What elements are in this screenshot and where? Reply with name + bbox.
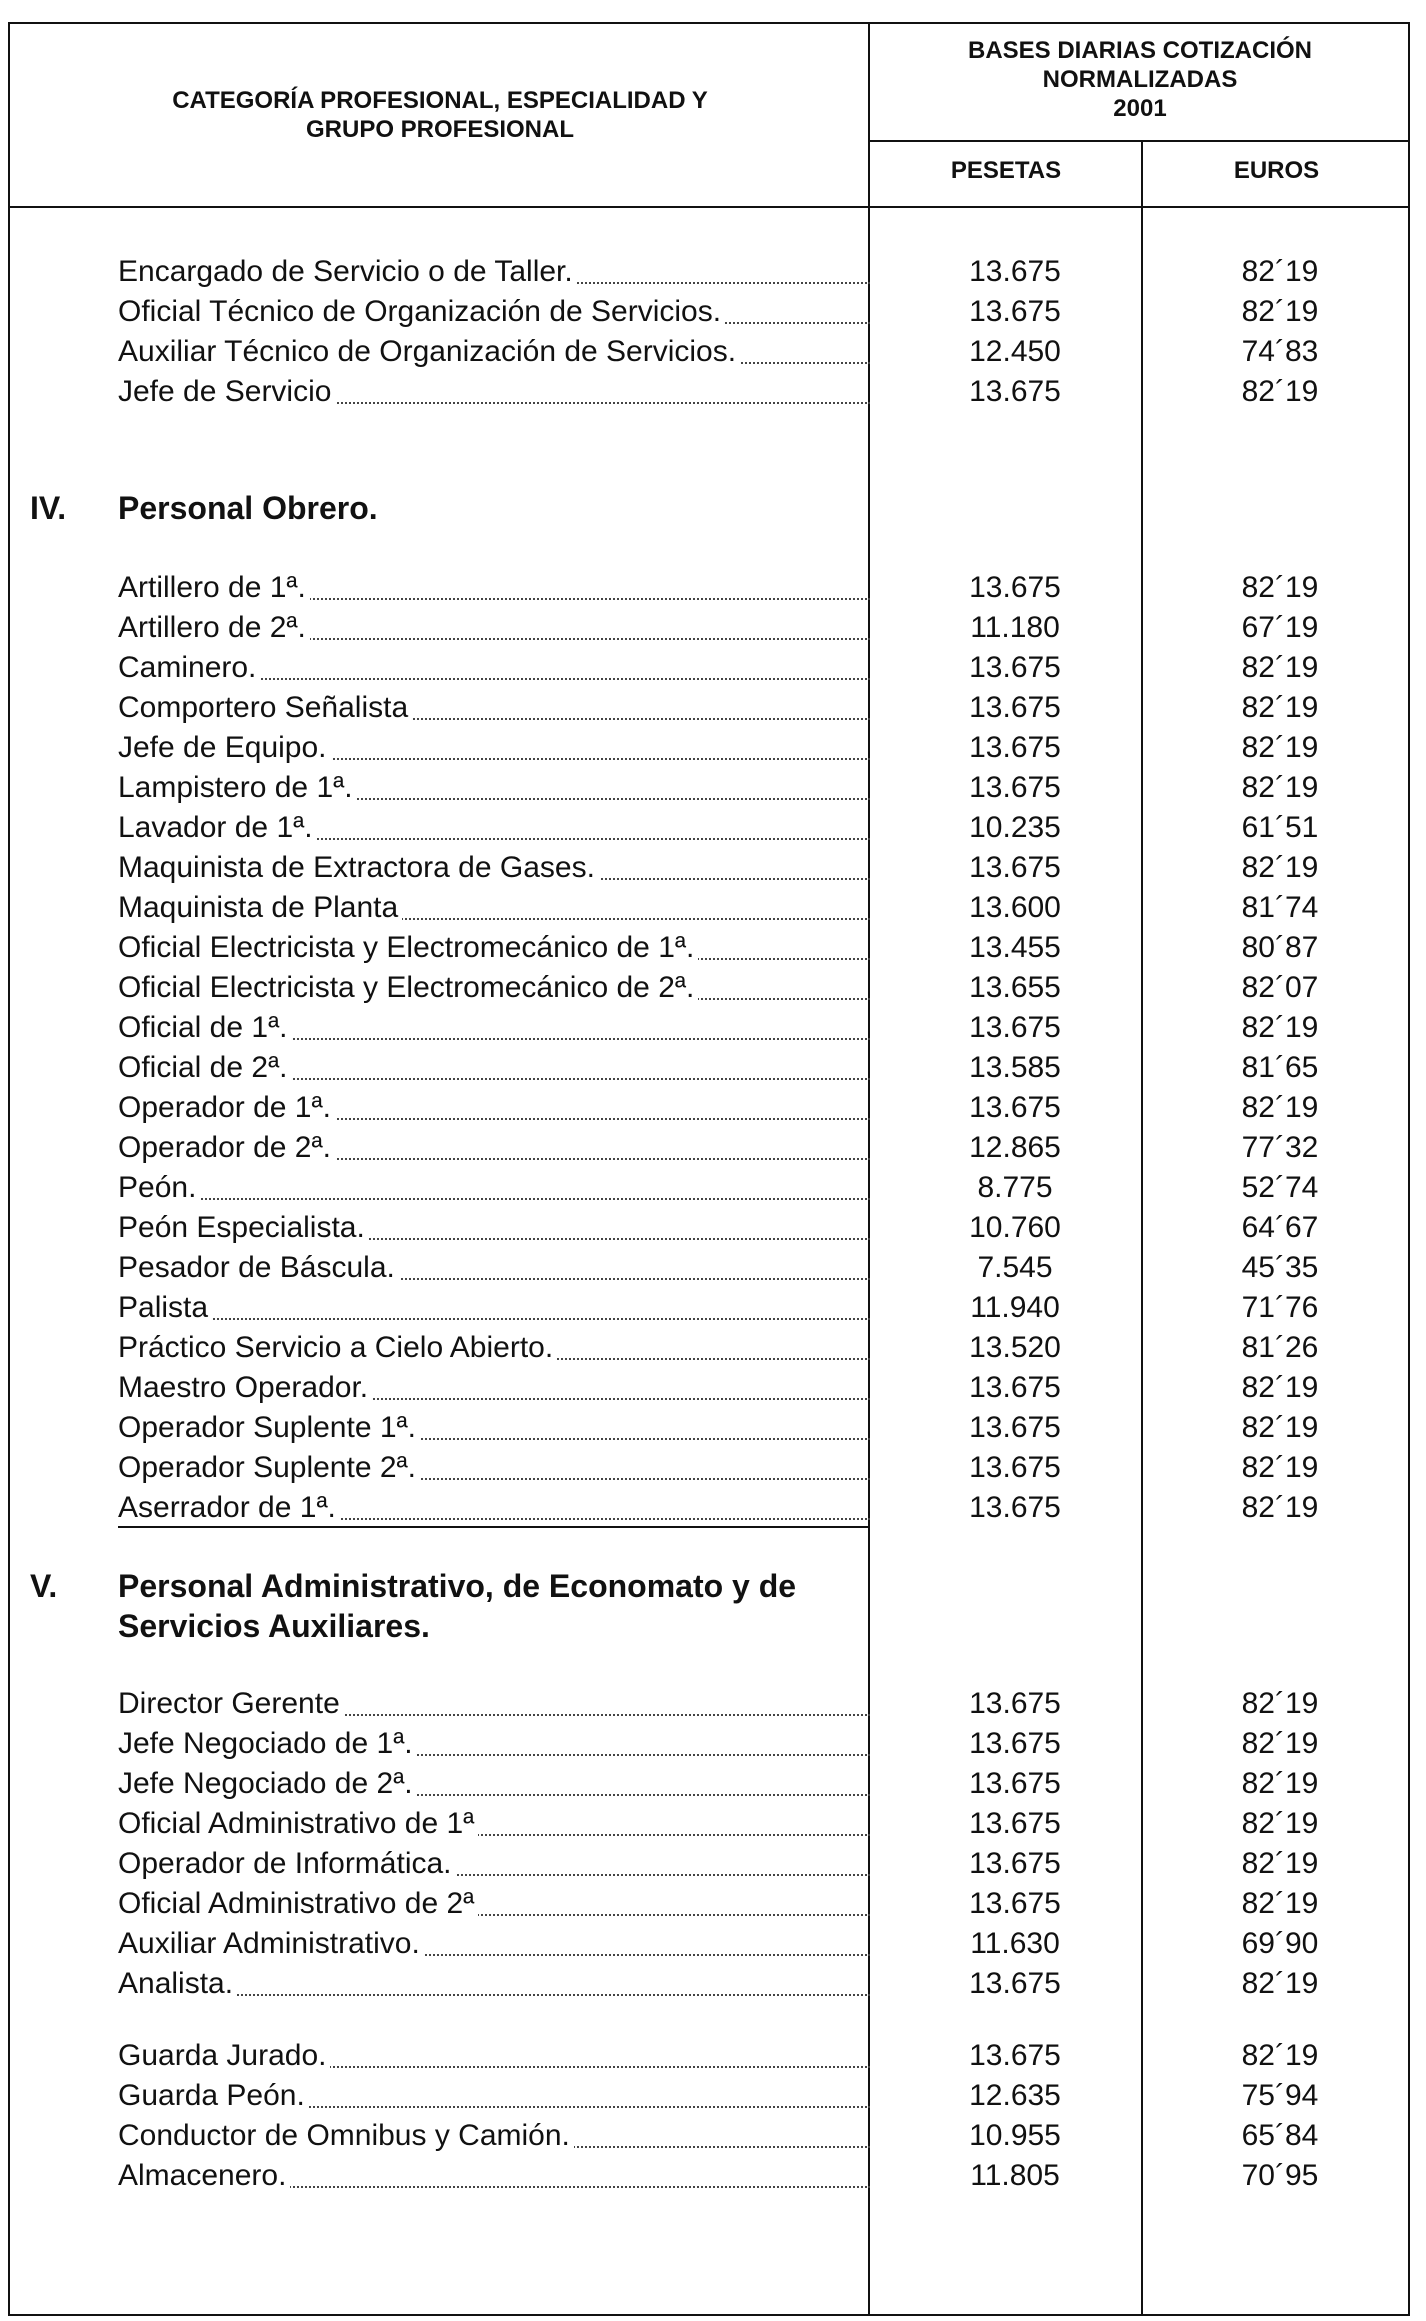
- table-row: [0, 2156, 1426, 2196]
- leader-dots: [118, 1318, 870, 1320]
- table-row: [0, 848, 1426, 888]
- table-row: [0, 1368, 1426, 1408]
- row-label: [118, 1724, 870, 1764]
- row-label-text: Palista: [118, 1291, 212, 1324]
- row-label: [118, 2076, 870, 2116]
- table-row: [0, 1964, 1426, 2004]
- section-iv-number: IV.: [30, 490, 67, 526]
- row-label-text: Analista.: [118, 1967, 237, 2000]
- row-pesetas: 11.630: [970, 1927, 1060, 1960]
- row-pesetas: 13.675: [969, 1847, 1061, 1880]
- row-label-text: Maquinista de Planta: [118, 891, 402, 924]
- row-label-text: Peón.: [118, 1171, 200, 1204]
- row-label: [118, 1804, 870, 1844]
- row-pesetas: 13.675: [969, 1411, 1061, 1444]
- row-euros: 82´19: [1241, 1727, 1319, 1760]
- row-euros: 82´19: [1241, 1371, 1319, 1404]
- row-pesetas: 13.675: [969, 1767, 1061, 1800]
- row-pesetas: 12.635: [969, 2079, 1061, 2112]
- row-pesetas: 10.955: [969, 2119, 1061, 2152]
- row-euros: 64´67: [1241, 1211, 1319, 1244]
- table-row: [0, 888, 1426, 928]
- row-label-text: Artillero de 2ª.: [118, 611, 310, 644]
- row-pesetas: 13.675: [969, 1687, 1061, 1720]
- table-row: [0, 928, 1426, 968]
- leader-dots: [118, 1198, 870, 1200]
- row-euros: 82´19: [1241, 375, 1319, 408]
- header-bases: [870, 36, 1410, 123]
- table-row: [0, 372, 1426, 412]
- row-euros: 82´19: [1241, 295, 1319, 328]
- row-label: [118, 372, 870, 412]
- row-label-text: Jefe Negociado de 1ª.: [118, 1727, 417, 1760]
- row-euros: 82´19: [1241, 1887, 1319, 1920]
- row-pesetas: 11.940: [970, 1291, 1060, 1324]
- row-label: [118, 1088, 870, 1128]
- row-pesetas: 13.675: [969, 691, 1061, 724]
- table-row: [0, 332, 1426, 372]
- table-row: [0, 1884, 1426, 1924]
- row-label: [118, 1488, 870, 1528]
- row-label: [118, 888, 870, 928]
- row-label: [118, 1288, 870, 1328]
- row-euros: 82´19: [1241, 691, 1319, 724]
- row-euros: 82´19: [1241, 1847, 1319, 1880]
- header-bases-line1: BASES DIARIAS COTIZACIÓN: [967, 37, 1312, 64]
- section-v-title-line2: Servicios Auxiliares.: [118, 1608, 430, 1644]
- table-row: [0, 1684, 1426, 1724]
- table-row: [0, 1088, 1426, 1128]
- row-label-text: Lavador de 1ª.: [118, 811, 317, 844]
- section-v-number: V.: [30, 1568, 58, 1604]
- row-pesetas: 13.675: [969, 255, 1061, 288]
- row-euros: 82´19: [1241, 1091, 1319, 1124]
- header-category: [60, 86, 820, 144]
- header-subdivider: [868, 140, 1410, 142]
- row-pesetas: 8.775: [977, 1171, 1053, 1204]
- table-row: [0, 768, 1426, 808]
- row-euros: 81´26: [1241, 1331, 1319, 1364]
- table-row: [0, 1248, 1426, 1288]
- row-pesetas: 11.180: [970, 611, 1060, 644]
- row-pesetas: 13.455: [969, 931, 1061, 964]
- row-pesetas: 13.675: [969, 1451, 1061, 1484]
- table-row: [0, 1328, 1426, 1368]
- row-label-text: Operador de Informática.: [118, 1847, 456, 1880]
- row-pesetas: 13.675: [969, 571, 1061, 604]
- row-label: [118, 1448, 870, 1488]
- row-label-text: Oficial de 2ª.: [118, 1051, 292, 1084]
- table-row: [0, 252, 1426, 292]
- row-label-text: Oficial de 1ª.: [118, 1011, 292, 1044]
- row-label: [118, 928, 870, 968]
- table-row: [0, 1048, 1426, 1088]
- row-label: [118, 1168, 870, 1208]
- row-label: [118, 608, 870, 648]
- row-euros: 82´19: [1241, 1491, 1319, 1524]
- row-label-text: Jefe Negociado de 2ª.: [118, 1767, 417, 1800]
- row-label-text: Peón Especialista.: [118, 1211, 369, 1244]
- section-v-title-line1: Personal Administrativo, de Economato y de: [118, 1568, 797, 1604]
- row-label: [118, 1684, 870, 1724]
- row-label: [118, 1844, 870, 1884]
- row-label-text: Práctico Servicio a Cielo Abierto.: [118, 1331, 557, 1364]
- row-pesetas: 13.675: [969, 1967, 1061, 2000]
- row-label: [118, 688, 870, 728]
- row-label: [118, 1368, 870, 1408]
- header-bases-line3: 2001: [1113, 95, 1167, 122]
- row-label-text: Operador de 2ª.: [118, 1131, 335, 1164]
- row-label-text: Oficial Electricista y Electromecánico de 2ª.: [118, 971, 698, 1004]
- table-row: [0, 1208, 1426, 1248]
- row-label: [118, 1008, 870, 1048]
- row-pesetas: 13.675: [969, 1727, 1061, 1760]
- row-euros: 82´19: [1241, 1687, 1319, 1720]
- row-label-text: Operador Suplente 2ª.: [118, 1451, 420, 1484]
- row-euros: 82´19: [1241, 2039, 1319, 2072]
- row-label: [118, 1208, 870, 1248]
- table-row: [0, 1764, 1426, 1804]
- table-row: [0, 1724, 1426, 1764]
- row-euros: 81´65: [1241, 1051, 1319, 1084]
- row-pesetas: 12.450: [969, 335, 1061, 368]
- row-pesetas: 13.675: [969, 1091, 1061, 1124]
- table-row: [0, 1008, 1426, 1048]
- row-label-text: Director Gerente: [118, 1687, 344, 1720]
- table-row: [0, 968, 1426, 1008]
- row-euros: 77´32: [1241, 1131, 1319, 1164]
- row-label: [118, 2116, 870, 2156]
- row-euros: 52´74: [1241, 1171, 1319, 1204]
- row-label-text: Oficial Electricista y Electromecánico de 1ª.: [118, 931, 698, 964]
- row-pesetas: 13.675: [969, 731, 1061, 764]
- header-category-line1: CATEGORÍA PROFESIONAL, ESPECIALIDAD Y: [172, 87, 708, 114]
- table-row: [0, 1168, 1426, 1208]
- row-euros: 81´74: [1241, 891, 1319, 924]
- row-label: [118, 808, 870, 848]
- row-label: [118, 1408, 870, 1448]
- row-label: [118, 648, 870, 688]
- table-row: [0, 608, 1426, 648]
- row-euros: 82´19: [1241, 771, 1319, 804]
- row-euros: 74´83: [1241, 335, 1319, 368]
- row-label: [118, 332, 870, 372]
- table-row: [0, 1288, 1426, 1328]
- row-euros: 82´19: [1241, 255, 1319, 288]
- row-euros: 69´90: [1241, 1927, 1319, 1960]
- row-label: [118, 848, 870, 888]
- row-label-text: Oficial Administrativo de 2ª: [118, 1887, 478, 1920]
- row-pesetas: 13.655: [969, 971, 1061, 1004]
- table-row: [0, 1924, 1426, 1964]
- row-euros: 82´19: [1241, 1767, 1319, 1800]
- row-pesetas: 13.675: [969, 1807, 1061, 1840]
- row-pesetas: 10.235: [969, 811, 1061, 844]
- row-label-text: Conductor de Omnibus y Camión.: [118, 2119, 574, 2152]
- row-pesetas: 7.545: [977, 1251, 1053, 1284]
- row-label-text: Maestro Operador.: [118, 1371, 372, 1404]
- row-euros: 75´94: [1241, 2079, 1319, 2112]
- row-label: [118, 968, 870, 1008]
- row-euros: 82´19: [1241, 851, 1319, 884]
- row-label-text: Lampistero de 1ª.: [118, 771, 357, 804]
- row-pesetas: 13.585: [969, 1051, 1061, 1084]
- row-label: [118, 2156, 870, 2196]
- row-pesetas: 11.805: [970, 2159, 1060, 2192]
- table-row: [0, 808, 1426, 848]
- table-row: [0, 1448, 1426, 1488]
- row-euros: 80´87: [1241, 931, 1319, 964]
- row-label: [118, 568, 870, 608]
- row-pesetas: 13.520: [969, 1331, 1061, 1364]
- row-euros: 82´07: [1241, 971, 1319, 1004]
- row-label-text: Guarda Peón.: [118, 2079, 309, 2112]
- row-pesetas: 13.675: [969, 651, 1061, 684]
- header-category-line2: GRUPO PROFESIONAL: [305, 116, 575, 143]
- row-label: [118, 2036, 870, 2076]
- row-label: [118, 1924, 870, 1964]
- row-euros: 67´19: [1241, 611, 1319, 644]
- row-label: [118, 1964, 870, 2004]
- row-label: [118, 252, 870, 292]
- row-pesetas: 12.865: [969, 1131, 1061, 1164]
- section-iv-title: Personal Obrero.: [118, 490, 378, 526]
- row-label-text: Auxiliar Técnico de Organización de Servicios.: [118, 335, 740, 368]
- header-bottom-rule: [8, 206, 1410, 208]
- row-label-text: Operador de 1ª.: [118, 1091, 335, 1124]
- row-euros: 61´51: [1241, 811, 1319, 844]
- table-row: [0, 1804, 1426, 1844]
- table-row: [0, 2076, 1426, 2116]
- row-pesetas: 13.675: [969, 1011, 1061, 1044]
- row-label-text: Guarda Jurado.: [118, 2039, 330, 2072]
- row-euros: 82´19: [1241, 731, 1319, 764]
- row-label-text: Jefe de Servicio: [118, 375, 335, 408]
- row-label: [118, 1248, 870, 1288]
- row-label: [118, 1764, 870, 1804]
- row-label: [118, 1884, 870, 1924]
- row-pesetas: 13.675: [969, 375, 1061, 408]
- section-iv-end-rule: [118, 1526, 870, 1528]
- row-euros: 45´35: [1241, 1251, 1319, 1284]
- row-pesetas: 13.675: [969, 771, 1061, 804]
- table-row: [0, 1488, 1426, 1528]
- row-euros: 82´19: [1241, 1011, 1319, 1044]
- row-label-text: Encargado de Servicio o de Taller.: [118, 255, 577, 288]
- row-pesetas: 10.760: [969, 1211, 1061, 1244]
- row-euros: 82´19: [1241, 1967, 1319, 2000]
- row-euros: 82´19: [1241, 1451, 1319, 1484]
- row-euros: 71´76: [1241, 1291, 1319, 1324]
- row-pesetas: 13.675: [969, 1491, 1061, 1524]
- row-label-text: Oficial Técnico de Organización de Servicios.: [118, 295, 725, 328]
- row-pesetas: 13.675: [969, 1887, 1061, 1920]
- row-label-text: Oficial Administrativo de 1ª: [118, 1807, 478, 1840]
- row-label-text: Maquinista de Extractora de Gases.: [118, 851, 599, 884]
- row-pesetas: 13.675: [969, 1371, 1061, 1404]
- table-row: [0, 728, 1426, 768]
- table-row: [0, 1844, 1426, 1884]
- row-euros: 82´19: [1241, 1411, 1319, 1444]
- row-label: [118, 728, 870, 768]
- table-row: [0, 568, 1426, 608]
- row-euros: 65´84: [1241, 2119, 1319, 2152]
- table-row: [0, 292, 1426, 332]
- row-label-text: Caminero.: [118, 651, 260, 684]
- row-pesetas: 13.675: [969, 851, 1061, 884]
- table-row: [0, 648, 1426, 688]
- header-col-pesetas: PESETAS: [950, 157, 1062, 184]
- row-label-text: Auxiliar Administrativo.: [118, 1927, 424, 1960]
- row-euros: 82´19: [1241, 571, 1319, 604]
- row-label-text: Operador Suplente 1ª.: [118, 1411, 420, 1444]
- section-v-title: [118, 1566, 878, 1646]
- row-label: [118, 1048, 870, 1088]
- row-label-text: Jefe de Equipo.: [118, 731, 331, 764]
- row-label: [118, 1128, 870, 1168]
- row-label-text: Almacenero.: [118, 2159, 290, 2192]
- row-label: [118, 1328, 870, 1368]
- table-row: [0, 688, 1426, 728]
- row-pesetas: 13.675: [969, 295, 1061, 328]
- row-euros: 70´95: [1241, 2159, 1319, 2192]
- header-col-euros: EUROS: [1233, 157, 1320, 184]
- table-row: [0, 1128, 1426, 1168]
- row-label-text: Comportero Señalista: [118, 691, 412, 724]
- row-label-text: Pesador de Báscula.: [118, 1251, 399, 1284]
- table-row: [0, 2116, 1426, 2156]
- row-label: [118, 768, 870, 808]
- row-label-text: Artillero de 1ª.: [118, 571, 310, 604]
- row-pesetas: 13.675: [969, 2039, 1061, 2072]
- row-label: [118, 292, 870, 332]
- table-row: [0, 2036, 1426, 2076]
- row-pesetas: 13.600: [969, 891, 1061, 924]
- header-bases-line2: NORMALIZADAS: [1042, 66, 1238, 93]
- table-row: [0, 1408, 1426, 1448]
- row-euros: 82´19: [1241, 1807, 1319, 1840]
- row-euros: 82´19: [1241, 651, 1319, 684]
- row-label-text: Aserrador de 1ª.: [118, 1491, 340, 1524]
